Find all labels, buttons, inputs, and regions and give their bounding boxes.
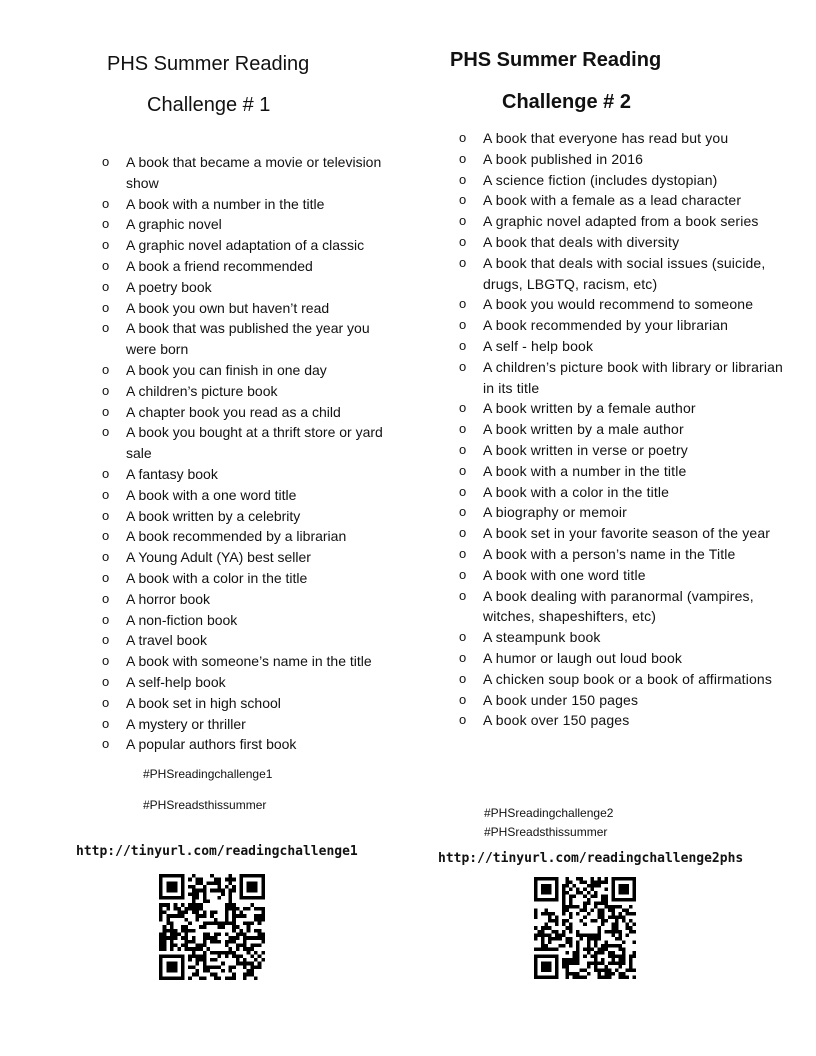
list-item [457,294,787,315]
list-item-text: A humor or laugh out loud book [483,649,683,666]
list-item [100,610,395,631]
list-item-text: A steampunk book [483,629,601,646]
bullet-icon: o [459,691,467,707]
list-item-text: A book a friend recommended [126,257,313,274]
bullet-icon: o [459,441,467,457]
list-item [100,402,395,423]
bullet-icon: o [459,213,467,229]
list-item-text: A book written by a celebrity [126,507,301,524]
bullet-icon: o [459,504,467,520]
list-item-text: A graphic novel adapted from a book series [483,213,759,230]
challenge-1-title-line1: PHS Summer Reading [107,53,310,75]
bullet-icon: o [459,712,467,728]
list-item-text: A children’s picture book with library or librarian in its title [483,358,783,396]
bullet-icon: o [459,233,467,249]
bullet-icon: o [459,150,467,166]
list-item [100,235,395,256]
list-item [100,360,395,381]
bullet-icon: o [102,403,110,419]
bullet-icon: o [102,424,110,440]
bullet-icon: o [102,507,110,523]
list-item-text: A poetry book [126,278,212,295]
challenge-1-url[interactable]: http://tinyurl.com/readingchallenge1 [76,844,358,859]
list-item [100,277,395,298]
list-item-text: A book that deals with social issues (suicide, drugs, LBGTQ, racism, etc) [483,254,766,292]
list-item-text: A Young Adult (YA) best seller [126,549,311,566]
bullet-icon: o [102,361,110,377]
bullet-icon: o [459,483,467,499]
list-item [457,440,787,461]
bullet-icon: o [102,216,110,232]
list-item [100,256,395,277]
challenge-2-title-line2: Challenge # 2 [502,91,631,113]
list-item [457,232,787,253]
bullet-icon: o [459,587,467,603]
list-item-text: A book with one word title [483,566,646,583]
qr-code-icon [159,874,265,980]
list-item-text: A self-help book [126,673,226,690]
list-item [457,253,787,295]
bullet-icon: o [102,465,110,481]
challenge-2-hashtag-2: #PHSreadsthissummer [484,825,608,839]
list-item-text: A graphic novel adaptation of a classic [126,237,365,254]
list-item-text: A book you bought at a thrift store or yard sale [126,424,383,462]
list-item-text: A book dealing with paranormal (vampires, witches, shapeshifters, etc) [483,587,754,625]
list-item-text: A book that deals with diversity [483,233,680,250]
list-item [457,211,787,232]
list-item [457,502,787,523]
bullet-icon: o [459,545,467,561]
bullet-icon: o [459,421,467,437]
list-item [100,714,395,735]
list-item-text: A book you would recommend to someone [483,296,754,313]
bullet-icon: o [102,694,110,710]
list-item [457,128,787,149]
bullet-icon: o [102,549,110,565]
challenge-2-title-line1: PHS Summer Reading [450,49,662,71]
list-item-text: A mystery or thriller [126,715,246,732]
bullet-icon: o [102,486,110,502]
list-item [457,419,787,440]
bullet-icon: o [102,257,110,273]
bullet-icon: o [102,611,110,627]
list-item [100,589,395,610]
list-item [100,672,395,693]
list-item-text: A book that was published the year you were born [126,320,370,358]
challenge-1-hashtag-1: #PHSreadingchallenge1 [143,767,273,781]
list-item [100,214,395,235]
list-item [100,318,395,360]
bullet-icon: o [102,653,110,669]
bullet-icon: o [102,382,110,398]
list-item [100,651,395,672]
bullet-icon: o [102,673,110,689]
bullet-icon: o [459,171,467,187]
list-item [457,461,787,482]
list-item-text: A book with a person’s name in the Title [483,545,736,562]
list-item [100,298,395,319]
list-item [100,734,395,755]
bullet-icon: o [459,670,467,686]
list-item [457,565,787,586]
bullet-icon: o [459,566,467,582]
bullet-icon: o [459,358,467,374]
bullet-icon: o [102,715,110,731]
bullet-icon: o [459,629,467,645]
bullet-icon: o [459,296,467,312]
list-item [457,690,787,711]
bullet-icon: o [459,649,467,665]
bullet-icon: o [102,590,110,606]
list-item [100,422,395,464]
challenge-2-hashtag-1: #PHSreadingchallenge2 [484,806,614,820]
challenge-1-hashtag-2: #PHSreadsthissummer [143,798,267,812]
list-item [457,315,787,336]
list-item-text: A book with someone’s name in the title [126,653,372,670]
list-item-text: A book over 150 pages [483,712,630,729]
bullet-icon: o [459,525,467,541]
bullet-icon: o [459,192,467,208]
list-item [100,526,395,547]
list-item [100,547,395,568]
challenge-1-list [100,152,395,755]
bullet-icon: o [102,237,110,253]
bullet-icon: o [102,528,110,544]
bullet-icon: o [459,462,467,478]
list-item-text: A travel book [126,632,207,649]
qr-code-icon [534,877,636,979]
list-item [457,627,787,648]
bullet-icon: o [102,569,110,585]
list-item [100,152,395,194]
list-item [457,482,787,503]
list-item-text: A book written by a female author [483,400,696,417]
challenge-2-hashtags [484,804,613,842]
bullet-icon: o [102,299,110,315]
bullet-icon: o [102,736,110,752]
list-item [457,357,787,399]
bullet-icon: o [102,154,110,169]
list-item-text: A popular authors first book [126,736,297,753]
list-item-text: A book with a number in the title [126,195,325,212]
list-item [100,381,395,402]
list-item-text: A chapter book you read as a child [126,403,341,420]
list-item [100,630,395,651]
bullet-icon: o [102,320,110,336]
bullet-icon: o [459,130,467,145]
list-item [457,544,787,565]
list-item-text: A book with a color in the title [483,483,670,500]
list-item [100,485,395,506]
challenge-2-list [457,128,787,731]
list-item-text: A book written by a male author [483,421,684,438]
list-item-text: A book that everyone has read but you [483,130,729,146]
list-item [457,398,787,419]
list-item [457,523,787,544]
list-item-text: A book recommended by a librarian [126,528,347,545]
list-item [457,149,787,170]
list-item-text: A children’s picture book [126,382,278,399]
list-item-text: A chicken soup book or a book of affirmations [483,670,772,687]
list-item [457,710,787,731]
list-item-text: A science fiction (includes dystopian) [483,171,718,188]
list-item-text: A book with a female as a lead character [483,192,742,209]
list-item [100,568,395,589]
challenge-1-title-line2: Challenge # 1 [147,94,271,116]
list-item-text: A book that became a movie or television show [126,154,382,191]
bullet-icon: o [102,195,110,211]
list-item [457,586,787,628]
list-item [457,190,787,211]
bullet-icon: o [102,278,110,294]
list-item [100,693,395,714]
list-item-text: A book set in high school [126,694,281,711]
list-item [457,648,787,669]
list-item-text: A book you own but haven’t read [126,299,330,316]
list-item-text: A self - help book [483,337,594,354]
bullet-icon: o [459,317,467,333]
list-item-text: A book under 150 pages [483,691,639,708]
list-item-text: A book with a number in the title [483,462,687,479]
list-item-text: A book with a one word title [126,486,297,503]
challenge-2-url[interactable]: http://tinyurl.com/readingchallenge2phs [438,851,744,866]
list-item-text: A book written in verse or poetry [483,441,688,458]
bullet-icon: o [459,400,467,416]
bullet-icon: o [459,254,467,270]
list-item [457,669,787,690]
list-item-text: A graphic novel [126,216,222,233]
list-item-text: A book published in 2016 [483,150,644,167]
list-item [457,336,787,357]
list-item [100,464,395,485]
list-item [100,194,395,215]
list-item-text: A horror book [126,590,211,607]
list-item [457,170,787,191]
list-item [100,506,395,527]
list-item-text: A book you can finish in one day [126,361,327,378]
list-item-text: A biography or memoir [483,504,627,521]
list-item-text: A book with a color in the title [126,569,308,586]
bullet-icon: o [459,337,467,353]
list-item-text: A book recommended by your librarian [483,317,729,334]
bullet-icon: o [102,632,110,648]
list-item-text: A fantasy book [126,465,218,482]
list-item-text: A non-fiction book [126,611,238,628]
list-item-text: A book set in your favorite season of the year [483,525,771,542]
